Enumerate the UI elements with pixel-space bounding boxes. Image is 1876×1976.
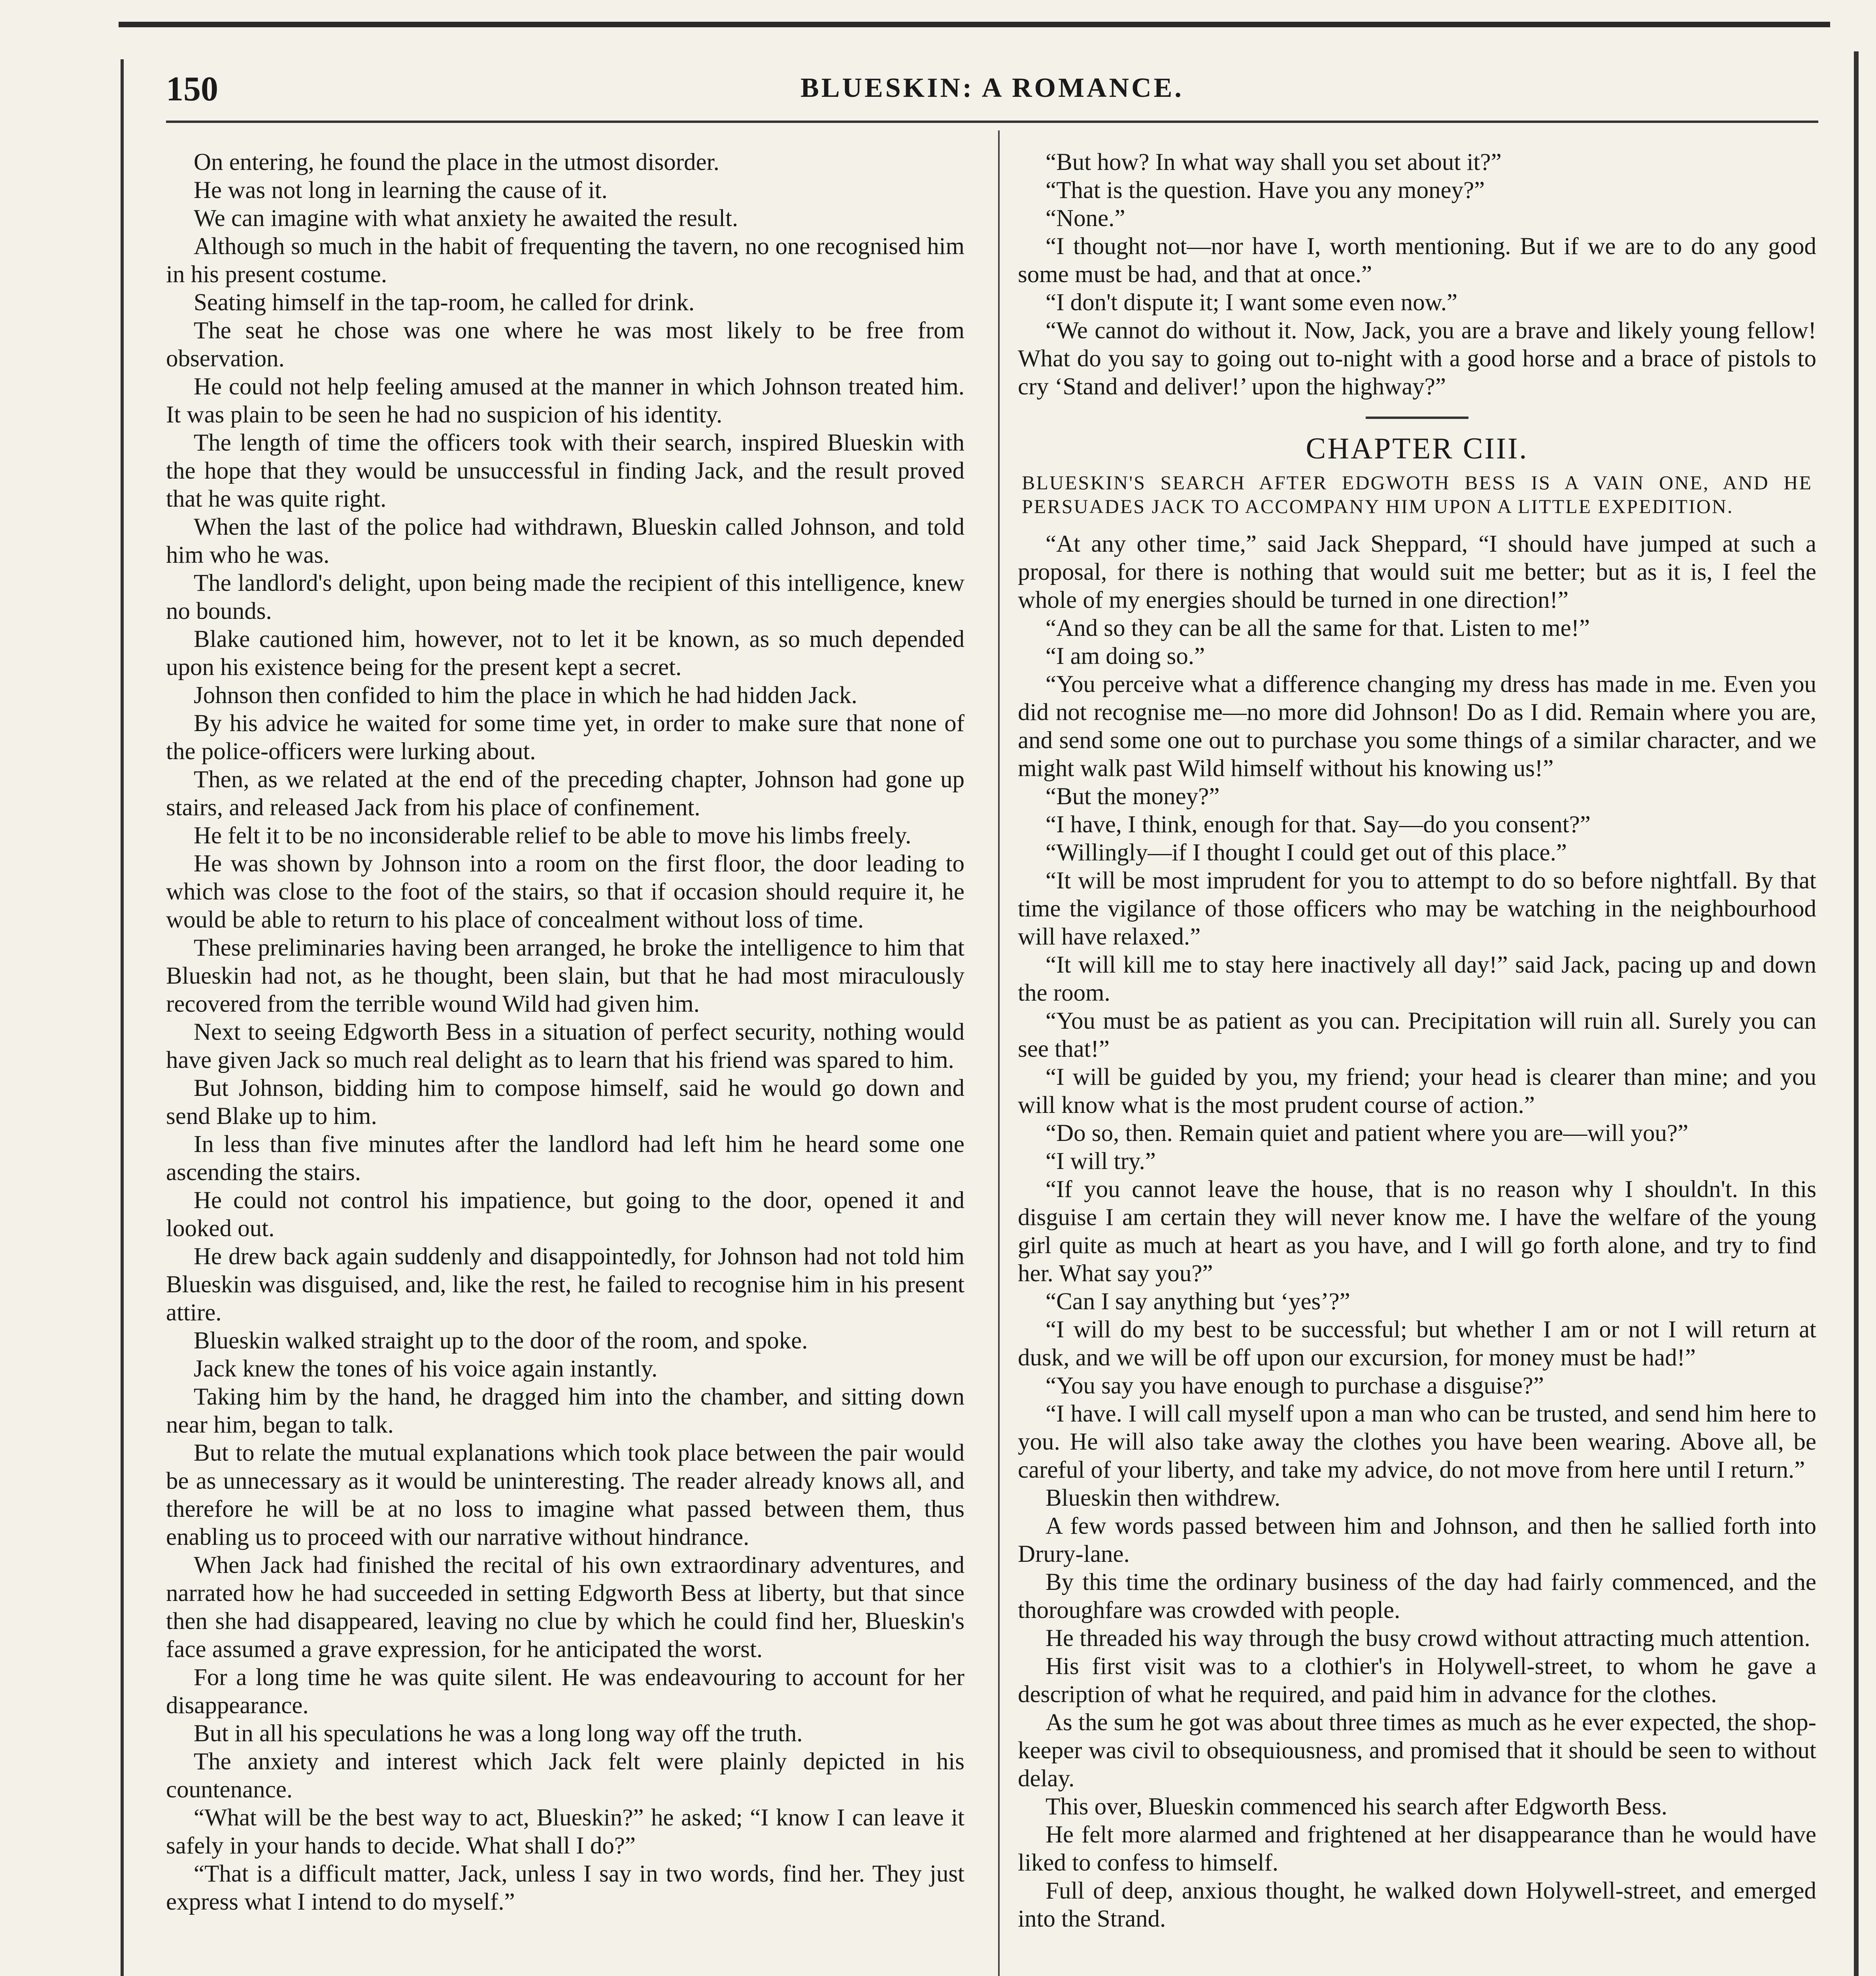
paragraph: By this time the ordinary business of the day had fairly commenced, and the thoroughfare was crowded with people. — [1018, 1569, 1816, 1623]
chapter-heading: CHAPTER CIII. — [1306, 432, 1529, 465]
page-header — [166, 69, 1818, 117]
paragraph: The seat he chose was one where he was most likely to be free from observation. — [166, 317, 964, 372]
paragraph: He was shown by Johnson into a room on the first floor, the door leading to which was close to the foot of the stairs, so that if occasion should require it, he would be able to return to his place of concealment without loss of time. — [166, 850, 964, 933]
paragraph: When Jack had finished the recital of his own extraordinary adventures, and narrated how he had succeeded in setting Edgworth Bess at liberty, but that since then she had disappeared, leaving no clue by which he could find her, Blueskin's face assumed a grave expression, for he anticipated the worst. — [166, 1552, 964, 1663]
top-border-rule — [119, 22, 1830, 27]
paragraph: Then, as we related at the end of the preceding chapter, Johnson had gone up stairs, and released Jack from his place of confinement. — [166, 766, 964, 821]
right-column — [1018, 148, 1816, 1933]
paragraph: We can imagine with what anxiety he awaited the result. — [194, 205, 738, 232]
paragraph: “It will be most imprudent for you to attempt to do so before nightfall. By that time the vigilance of those officers who may be watching in the neighbourhood will have relaxed.” — [1018, 867, 1816, 950]
paragraph: “At any other time,” said Jack Sheppard, “I should have jumped at such a proposal, for there is nothing that would suit me better; but as it is, I feel the whole of my energies should be turned in one direction!” — [1018, 531, 1816, 613]
paragraph: “Can I say anything but ‘yes’?” — [1046, 1288, 1350, 1315]
running-title: BLUESKIN: A ROMANCE. — [800, 73, 1184, 103]
paragraph: Although so much in the habit of frequenting the tavern, no one recognised him in his present costume. — [166, 233, 964, 288]
paragraph: But Johnson, bidding him to compose himself, said he would go down and send Blake up to him. — [166, 1075, 964, 1129]
paragraph: “It will kill me to stay here inactively all day!” said Jack, pacing up and down the room. — [1018, 952, 1816, 1006]
paragraph: These preliminaries having been arranged, he broke the intelligence to him that Blueskin had not, as he thought, been slain, but that he had most miraculously recovered from the terrible wound Wild had given him. — [166, 935, 964, 1017]
column-divider — [998, 130, 1000, 1976]
paragraph: “What will be the best way to act, Blueskin?” he asked; “I know I can leave it safely in your hands to decide. What shall I do?” — [166, 1804, 964, 1859]
chapter-summary: BLUESKIN'S SEARCH AFTER EDGWOTH BESS IS A VAIN ONE, AND HE PERSUADES JACK TO ACCOMPANY HIM UPON A LITTLE EXPEDITION. — [1022, 471, 1812, 517]
left-column — [166, 148, 964, 1916]
paragraph: “That is a difficult matter, Jack, unless I say in two words, find her. They just express what I intend to do myself.” — [166, 1861, 964, 1915]
paragraph: When the last of the police had withdrawn, Blueskin called Johnson, and told him who he was. — [166, 514, 964, 568]
paragraph: “I will do my best to be successful; but whether I am or not I will return at dusk, and we will be off upon our excursion, for money must be had!” — [1018, 1316, 1816, 1371]
paragraph: The landlord's delight, upon being made the recipient of this intelligence, knew no bounds. — [166, 570, 964, 624]
paragraph: “And so they can be all the same for that. Listen to me!” — [1046, 615, 1590, 641]
paragraph: But to relate the mutual explanations which took place between the pair would be as unnecessary as it would be uninteresting. The reader already knows all, and therefore he will be at no loss to imagine what passed between them, thus enabling us to proceed with our narrative without hindrance. — [166, 1440, 964, 1550]
paragraph: “That is the question. Have you any money?” — [1046, 177, 1485, 204]
paragraph: Full of deep, anxious thought, he walked down Holywell-street, and emerged into the Strand. — [1018, 1878, 1816, 1932]
right-border-rule — [1854, 51, 1859, 1976]
paragraph: “None.” — [1046, 205, 1125, 232]
paragraph: In less than five minutes after the landlord had left him he heard some one ascending the stairs. — [166, 1131, 964, 1186]
paragraph: “We cannot do without it. Now, Jack, you are a brave and likely young fellow! What do you say to going out to-night with a good horse and a brace of pistols to cry ‘Stand and deliver!’ upon the highway?” — [1018, 317, 1816, 400]
paragraph: His first visit was to a clothier's in Holywell-street, to whom he gave a description of what he required, and paid him in advance for the clothes. — [1018, 1653, 1816, 1708]
paragraph: “You must be as patient as you can. Precipitation will ruin all. Surely you can see that!” — [1018, 1008, 1816, 1062]
paragraph: “But how? In what way shall you set about it?” — [1046, 149, 1502, 175]
right-column-after-chapter — [1018, 530, 1816, 1933]
paragraph: He felt more alarmed and frightened at her disappearance than he would have liked to confess to himself. — [1018, 1821, 1816, 1876]
paragraph: He could not help feeling amused at the manner in which Johnson treated him. It was plain to be seen he had no suspicion of his identity. — [166, 373, 964, 428]
paragraph: “You say you have enough to purchase a disguise?” — [1046, 1373, 1544, 1399]
paragraph: As the sum he got was about three times as much as he ever expected, the shop-keeper was civil to obsequiousness, and promised that it should be seen to without delay. — [1018, 1709, 1816, 1792]
paragraph: He drew back again suddenly and disappointedly, for Johnson had not told him Blueskin was disguised, and, like the rest, he failed to recognise him in his present attire. — [166, 1243, 964, 1326]
right-column-before-chapter — [1018, 148, 1816, 401]
paragraph: Blueskin walked straight up to the door of the room, and spoke. — [194, 1327, 808, 1354]
paragraph: “Willingly—if I thought I could get out of this place.” — [1046, 839, 1567, 866]
paragraph: Jack knew the tones of his voice again instantly. — [194, 1356, 658, 1382]
paragraph: For a long time he was quite silent. He was endeavouring to account for her disappearance. — [166, 1664, 964, 1719]
chapter-rule — [1366, 417, 1468, 419]
paragraph: “I have, I think, enough for that. Say—do you consent?” — [1046, 811, 1591, 838]
paragraph: Seating himself in the tap-room, he called for drink. — [194, 289, 695, 316]
paragraph: He threaded his way through the busy crowd without attracting much attention. — [1046, 1625, 1810, 1652]
paragraph: “I don't dispute it; I want some even now.” — [1046, 289, 1458, 316]
paragraph: Blueskin then withdrew. — [1046, 1485, 1281, 1511]
paragraph: He was not long in learning the cause of it. — [194, 177, 608, 204]
paragraph: “I have. I will call myself upon a man who can be trusted, and send him here to you. He will also take away the clothes you have been wearing. Above all, be careful of your liberty, and take my advice, do not move from here until I return.” — [1018, 1401, 1816, 1483]
paragraph: This over, Blueskin commenced his search after Edgworth Bess. — [1046, 1793, 1667, 1820]
paragraph: The anxiety and interest which Jack felt were plainly depicted in his countenance. — [166, 1748, 964, 1803]
paragraph: “I am doing so.” — [1046, 643, 1205, 669]
paragraph: “I will try.” — [1046, 1148, 1156, 1175]
paragraph: He felt it to be no inconsiderable relief to be able to move his limbs freely. — [194, 822, 912, 849]
paragraph: Blake cautioned him, however, not to let it be known, as so much depended upon his existence being for the present kept a secret. — [166, 626, 964, 681]
paragraph: Next to seeing Edgworth Bess in a situation of perfect security, nothing would have given Jack so much real delight as to learn that his friend was spared to him. — [166, 1019, 964, 1073]
paragraph: “You perceive what a difference changing my dress has made in me. Even you did not recognise me—no more did Johnson! Do as I did. Remain where you are, and send some one out to purchase you some things of a similar character, and we might walk past Wild himself without his knowing us!” — [1018, 671, 1816, 782]
paragraph: Johnson then confided to him the place in which he had hidden Jack. — [194, 682, 857, 709]
paragraph: By his advice he waited for some time yet, in order to make sure that none of the police-officers were lurking about. — [166, 710, 964, 765]
paragraph: “But the money?” — [1046, 783, 1220, 810]
paragraph: The length of time the officers took with their search, inspired Blueskin with the hope that they would be unsuccessful in finding Jack, and the result proved that he was quite right. — [166, 430, 964, 512]
paragraph: “I will be guided by you, my friend; your head is clearer than mine; and you will know what is the most prudent course of action.” — [1018, 1064, 1816, 1118]
paragraph: On entering, he found the place in the utmost disorder. — [194, 149, 719, 175]
left-border-rule — [121, 59, 124, 1976]
paragraph: “If you cannot leave the house, that is no reason why I shouldn't. In this disguise I am certain they will never know me. I have the welfare of the young girl quite as much at heart as you have, and I will go forth alone, and try to find her. What say you?” — [1018, 1176, 1816, 1287]
header-rule — [166, 121, 1818, 123]
paragraph: “I thought not—nor have I, worth mentioning. But if we are to do any good some must be had, and that at once.” — [1018, 233, 1816, 288]
paragraph: “Do so, then. Remain quiet and patient where you are—will you?” — [1046, 1120, 1689, 1146]
paragraph: Taking him by the hand, he dragged him into the chamber, and sitting down near him, began to talk. — [166, 1384, 964, 1438]
page-number: 150 — [166, 70, 218, 108]
paragraph: But in all his speculations he was a long long way off the truth. — [194, 1720, 803, 1747]
paragraph: A few words passed between him and Johnson, and then he sallied forth into Drury-lane. — [1018, 1513, 1816, 1567]
paragraph: He could not control his impatience, but going to the door, opened it and looked out. — [166, 1187, 964, 1242]
